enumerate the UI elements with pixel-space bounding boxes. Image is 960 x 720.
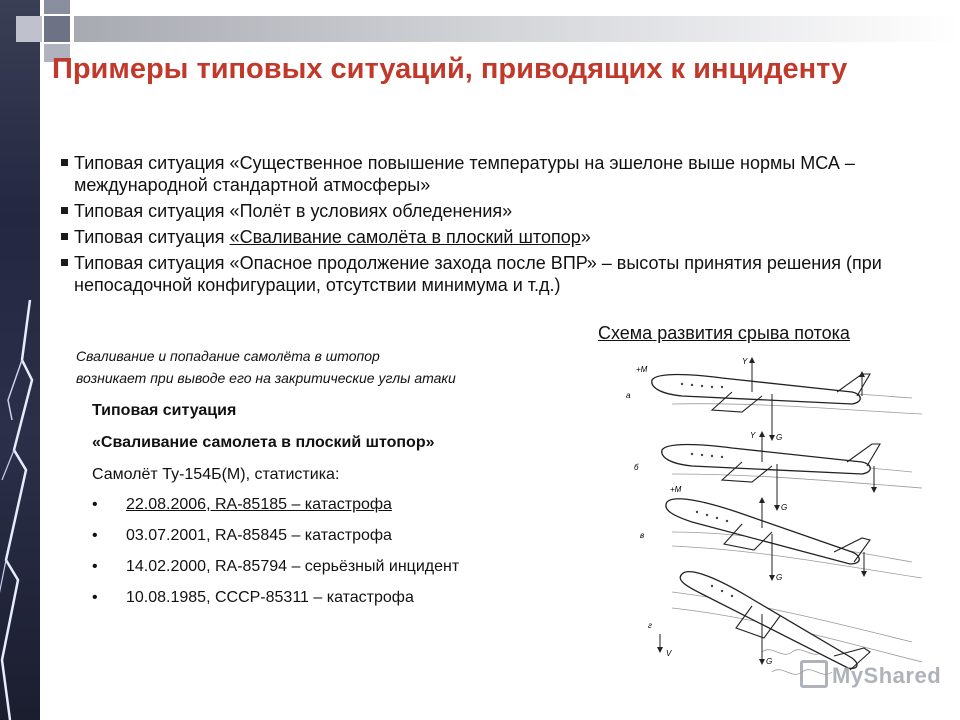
storm-background-strip [0,0,40,720]
watermark-icon [800,660,828,688]
svg-text:б: б [634,463,639,472]
bullet-marker [61,233,68,240]
case-subheading: Самолёт Ту-154Б(М), статистика: [92,466,340,483]
decor-square [44,16,70,42]
svg-text:V: V [666,649,672,658]
incident-list [92,496,592,620]
stall-diagram [612,352,932,712]
svg-text:+M: +M [636,365,648,374]
bullet-marker [61,159,68,166]
svg-text:G: G [781,503,788,512]
svg-text:Y: Y [742,357,748,366]
bullet-marker [61,207,68,214]
stall-note: Сваливание и попадание самолёта в штопор возникает при выводе его на закритические углы атаки [76,348,456,386]
slide-title: Примеры типовых ситуаций, приводящих к инциденту [52,53,848,85]
svg-text:а: а [626,391,631,400]
incident-item: • 10.08.1985, СССР-85311 – катастрофа [92,589,414,606]
svg-text:G: G [776,433,783,442]
list-item: Типовая ситуация «Сваливание самолёта в плоский штопор» [60,226,920,248]
decor-square [16,16,42,42]
svg-text:в: в [640,531,645,540]
incident-item: • 03.07.2001, RA-85845 – катастрофа [92,527,392,544]
svg-text:+M: +M [670,485,682,494]
list-item: Типовая ситуация «Опасное продолжение захода после ВПР» – высоты принятия решения (при непосадочной конфигурации, отсутствии минимума и т.д.) [60,252,920,296]
underlined-situation: «Сваливание самолёта в плоский штопор [229,227,581,247]
svg-text:G: G [776,573,783,582]
lightning-icon [0,0,40,720]
list-item: Типовая ситуация «Полёт в условиях обледенения» [60,200,920,222]
aircraft-panel-a [626,357,870,442]
case-title: «Сваливание самолета в плоский штопор» [92,434,435,451]
case-heading: Типовая ситуация [92,402,237,419]
incident-item: • 22.08.2006, RA-85185 – катастрофа [92,496,392,513]
aircraft-panel-c [640,485,870,582]
header-bar [74,16,960,42]
list-item: Типовая ситуация «Существенное повышение температуры на эшелоне выше нормы МСА – международной стандартной атмосферы» [60,152,920,196]
incident-item: • 14.02.2000, RA-85794 – серьёзный инцидент [92,558,460,575]
svg-text:Y: Y [750,431,756,440]
aircraft-panel-d [648,572,870,670]
bullet-marker [61,259,68,266]
watermark-logo: MyShared [800,660,941,689]
svg-text:G: G [766,657,773,666]
schema-title: Схема развития срыва потока [598,323,850,343]
situation-list [60,152,920,300]
decor-square [44,0,70,14]
svg-text:г: г [648,621,652,630]
